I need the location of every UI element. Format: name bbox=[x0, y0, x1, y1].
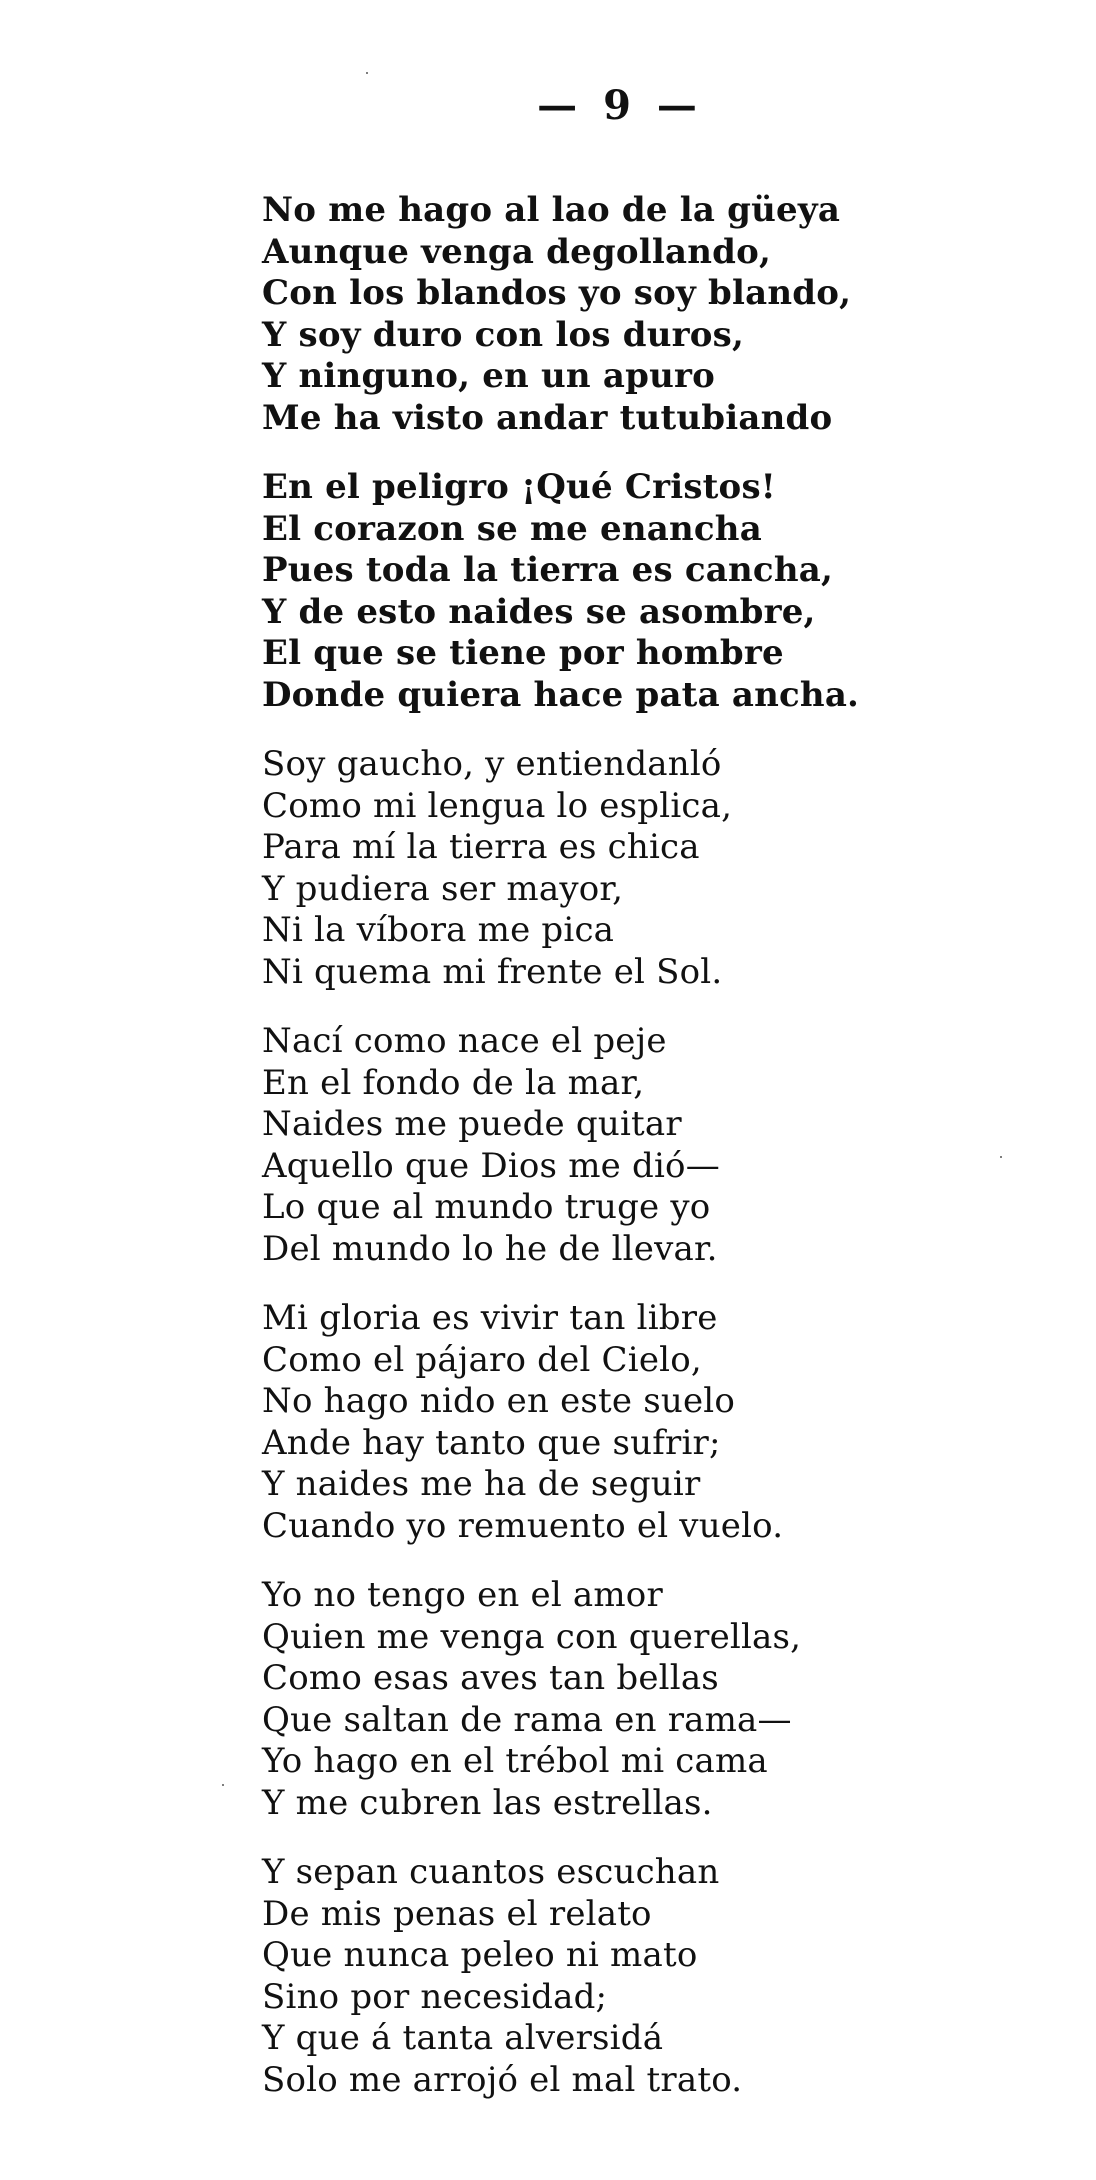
verse-line: Sino por necesidad; bbox=[262, 1976, 608, 2017]
verse-line: Y que á tanta alversidá bbox=[262, 2018, 664, 2058]
verse-line: Y de esto naides se asombre, bbox=[262, 591, 816, 632]
verse-line: Naides me puede quitar bbox=[262, 1104, 682, 1144]
verse-line: El que se tiene por hombre bbox=[262, 633, 784, 673]
verse-line: Con los blandos yo soy blando, bbox=[262, 273, 852, 313]
page-number: — 9 — bbox=[537, 82, 703, 129]
verse-line: Cuando yo remuento el vuelo. bbox=[262, 1505, 784, 1546]
verse-line: El corazon se me enancha bbox=[262, 508, 762, 549]
verse-line: Ande hay tanto que sufrir; bbox=[262, 1422, 721, 1463]
verse-line: Y ninguno, en un apuro bbox=[262, 356, 716, 396]
stanza-6 bbox=[262, 1575, 1022, 1824]
verse-line: Me ha visto andar tutubiando bbox=[262, 397, 833, 438]
verse-line: Y naides me ha de seguir bbox=[262, 1464, 701, 1504]
verse-line: Y me cubren las estrellas. bbox=[262, 1782, 713, 1823]
stanza-2 bbox=[262, 467, 1022, 716]
verse-line: Soy gaucho, y entiendanló bbox=[262, 744, 722, 784]
stanza-7 bbox=[262, 1852, 1022, 2101]
verse-line: Mi gloria es vivir tan libre bbox=[262, 1298, 718, 1338]
verse-line: Aquello que Dios me dió— bbox=[262, 1145, 720, 1186]
verse-line: Como esas aves tan bellas bbox=[262, 1658, 719, 1698]
verse-line: Y sepan cuantos escuchan bbox=[262, 1852, 720, 1892]
verse-line: Quien me venga con querellas, bbox=[262, 1616, 802, 1657]
verse-line: Ni quema mi frente el Sol. bbox=[262, 951, 723, 992]
print-speck bbox=[222, 1784, 224, 1786]
verse-line: Pues toda la tierra es cancha, bbox=[262, 550, 834, 590]
poem bbox=[262, 190, 1022, 2129]
verse-line: Aunque venga degollando, bbox=[262, 231, 772, 272]
verse-line: Que nunca peleo ni mato bbox=[262, 1935, 698, 1975]
verse-line: En el peligro ¡Qué Cristos! bbox=[262, 467, 776, 507]
verse-line: Lo que al mundo truge yo bbox=[262, 1187, 711, 1227]
verse-line: Yo hago en el trébol mi cama bbox=[262, 1741, 768, 1781]
print-speck bbox=[1000, 1156, 1002, 1158]
verse-line: Del mundo lo he de llevar. bbox=[262, 1228, 718, 1269]
print-speck bbox=[366, 72, 368, 74]
verse-line: Que saltan de rama en rama— bbox=[262, 1699, 792, 1740]
verse-line: Nací como nace el peje bbox=[262, 1021, 667, 1061]
verse-line: Para mí la tierra es chica bbox=[262, 827, 700, 867]
verse-line: Como el pájaro del Cielo, bbox=[262, 1339, 702, 1380]
verse-line: No hago nido en este suelo bbox=[262, 1381, 736, 1421]
verse-line: En el fondo de la mar, bbox=[262, 1062, 645, 1103]
stanza-1 bbox=[262, 190, 1022, 439]
verse-line: No me hago al lao de la güeya bbox=[262, 190, 841, 230]
verse-line: Como mi lengua lo esplica, bbox=[262, 785, 733, 826]
verse-line: De mis penas el relato bbox=[262, 1893, 652, 1934]
verse-line: Donde quiera hace pata ancha. bbox=[262, 674, 860, 715]
verse-line: Y soy duro con los duros, bbox=[262, 314, 745, 355]
stanza-3 bbox=[262, 744, 1022, 993]
verse-line: Ni la víbora me pica bbox=[262, 910, 615, 950]
verse-line: Y pudiera ser mayor, bbox=[262, 868, 624, 909]
verse-line: Solo me arrojó el mal trato. bbox=[262, 2059, 743, 2100]
stanza-4 bbox=[262, 1021, 1022, 1270]
stanza-5 bbox=[262, 1298, 1022, 1547]
verse-line: Yo no tengo en el amor bbox=[262, 1575, 663, 1615]
